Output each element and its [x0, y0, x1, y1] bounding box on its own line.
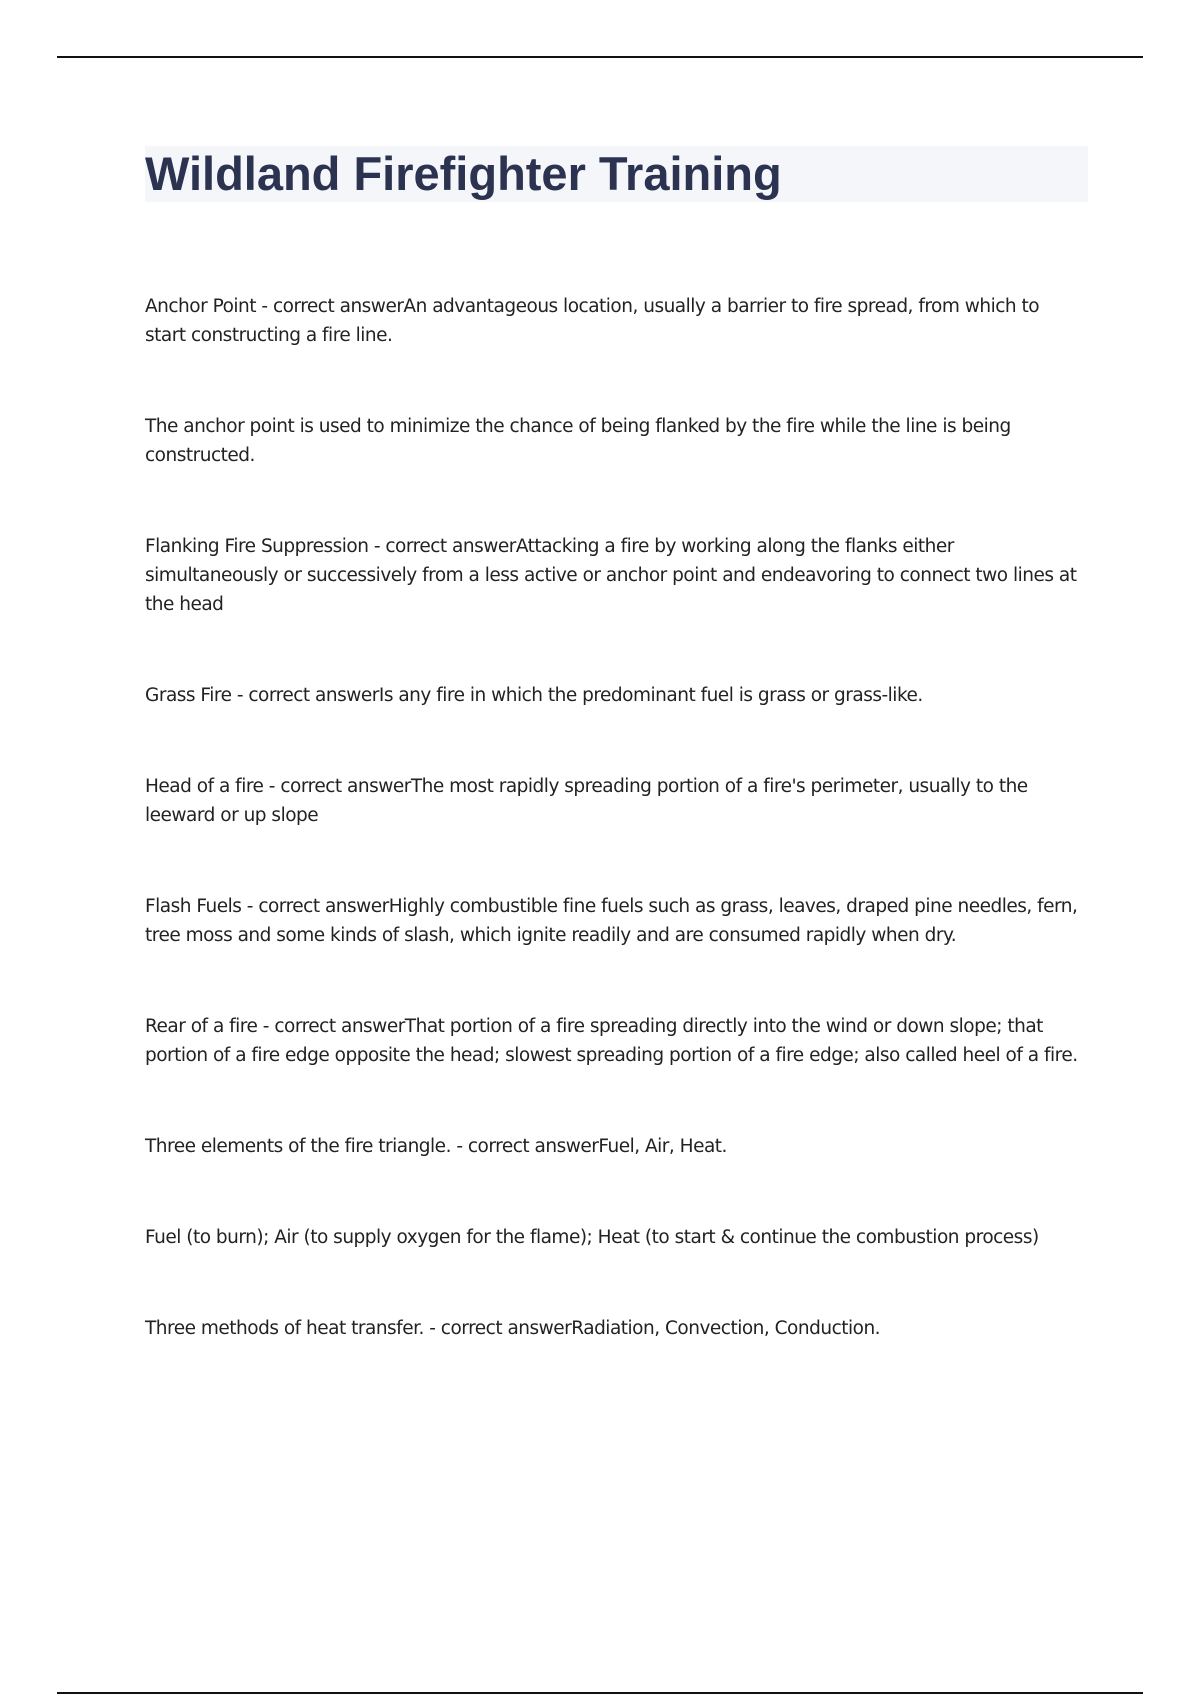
paragraph-heat-transfer: Three methods of heat transfer. - correct answerRadiation, Convection, Conduction.: [145, 1318, 881, 1339]
paragraph-grass-fire: Grass Fire - correct answerIs any fire in which the predominant fuel is grass or grass-like.: [145, 685, 923, 706]
paragraph-rear-of-fire: Rear of a fire - correct answerThat portion of a fire spreading directly into the wind or down slope; that portion of a fire edge opposite the head; slowest spreading portion of a fire edge; also called heel of a fire.: [145, 1016, 1078, 1066]
paragraph-head-of-fire: Head of a fire - correct answerThe most rapidly spreading portion of a fire's perimeter, usually to the leeward or up slope: [145, 776, 1028, 826]
paragraph-fire-triangle-detail: Fuel (to burn); Air (to supply oxygen for the flame); Heat (to start & continue the combustion process): [145, 1227, 1039, 1248]
bottom-rule: [57, 1692, 1143, 1694]
paragraph-anchor-point: Anchor Point - correct answerAn advantageous location, usually a barrier to fire spread, from which to start constructing a fire line.: [145, 296, 1040, 346]
document-title: Wildland Firefighter Training: [145, 147, 782, 200]
paragraph-flash-fuels: Flash Fuels - correct answerHighly combustible fine fuels such as grass, leaves, draped pine needles, fern, tree moss and some kinds of slash, which ignite readily and are consumed rapidly when dry.: [145, 896, 1078, 946]
paragraph-fire-triangle: Three elements of the fire triangle. - correct answerFuel, Air, Heat.: [145, 1136, 727, 1157]
top-rule: [57, 56, 1143, 58]
paragraph-flanking-fire-suppression: Flanking Fire Suppression - correct answerAttacking a fire by working along the flanks either simultaneously or successively from a less active or anchor point and endeavoring to connect two lines at the head: [145, 536, 1077, 615]
document-body: [145, 292, 1080, 1405]
paragraph-anchor-point-note: The anchor point is used to minimize the chance of being flanked by the fire while the line is being constructed.: [145, 416, 1011, 466]
